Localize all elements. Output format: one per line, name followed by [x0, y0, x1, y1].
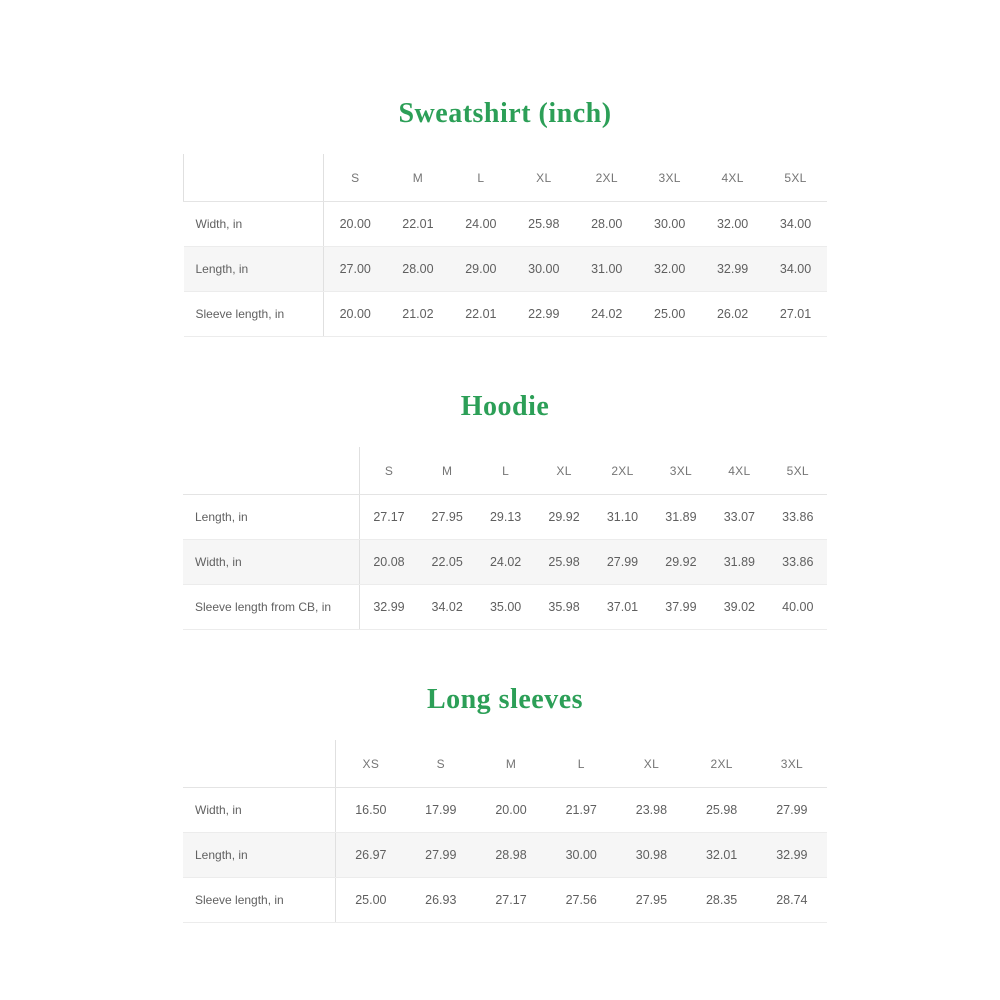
measurement-label: Width, in — [183, 788, 336, 833]
header-row — [183, 740, 827, 788]
measurement-value: 24.02 — [476, 540, 534, 585]
measurement-value: 25.98 — [535, 540, 593, 585]
measurement-value: 27.17 — [476, 878, 546, 923]
size-column-header: L — [546, 740, 616, 788]
table-row — [183, 833, 827, 878]
measurement-value: 31.89 — [710, 540, 768, 585]
measurement-value: 33.86 — [769, 540, 827, 585]
table-row — [183, 788, 827, 833]
measurement-value: 25.00 — [336, 878, 406, 923]
measurement-value: 31.00 — [575, 247, 638, 292]
size-column-header: S — [324, 154, 387, 202]
size-column-header: XL — [616, 740, 686, 788]
measurement-value: 32.99 — [757, 833, 827, 878]
size-column-header: M — [476, 740, 546, 788]
measurement-value: 30.00 — [512, 247, 575, 292]
measurement-value: 34.00 — [764, 247, 827, 292]
measurement-label: Sleeve length, in — [184, 292, 324, 337]
size-column-header: M — [386, 154, 449, 202]
table-row — [183, 540, 827, 585]
size-column-header: XS — [336, 740, 406, 788]
size-column-header: XL — [512, 154, 575, 202]
measurement-value: 16.50 — [336, 788, 406, 833]
measurement-value: 27.00 — [324, 247, 387, 292]
measurement-value: 20.00 — [324, 202, 387, 247]
measurement-value: 28.74 — [757, 878, 827, 923]
measurement-label: Sleeve length, in — [183, 878, 336, 923]
measurement-value: 26.93 — [406, 878, 476, 923]
measurement-value: 26.97 — [336, 833, 406, 878]
size-column-header: 5XL — [764, 154, 827, 202]
measurement-value: 35.98 — [535, 585, 593, 630]
measurement-value: 24.02 — [575, 292, 638, 337]
measurement-value: 28.00 — [575, 202, 638, 247]
size-guide-content — [183, 0, 827, 923]
measurement-value: 28.00 — [386, 247, 449, 292]
measurement-value: 37.01 — [593, 585, 651, 630]
measurement-value: 27.17 — [360, 495, 418, 540]
measurement-value: 32.00 — [701, 202, 764, 247]
size-table-header — [183, 740, 827, 788]
chart-title: Hoodie — [460, 391, 550, 422]
table-row — [183, 878, 827, 923]
measurement-value: 29.13 — [476, 495, 534, 540]
size-table-body — [184, 202, 828, 337]
measurement-label: Width, in — [184, 202, 324, 247]
measurement-label: Length, in — [183, 495, 360, 540]
measurement-value: 33.86 — [769, 495, 827, 540]
measurement-value: 25.98 — [512, 202, 575, 247]
measurement-value: 27.99 — [406, 833, 476, 878]
measurement-value: 20.00 — [476, 788, 546, 833]
size-column-header: M — [418, 447, 476, 495]
size-column-header: S — [360, 447, 418, 495]
size-table — [183, 154, 827, 337]
size-column-header: 3XL — [652, 447, 710, 495]
header-corner-cell — [183, 447, 360, 495]
header-row — [183, 447, 827, 495]
measurement-value: 29.00 — [449, 247, 512, 292]
table-row — [183, 495, 827, 540]
measurement-value: 34.00 — [764, 202, 827, 247]
measurement-value: 27.01 — [764, 292, 827, 337]
measurement-value: 32.00 — [638, 247, 701, 292]
size-column-header: L — [476, 447, 534, 495]
measurement-value: 21.97 — [546, 788, 616, 833]
size-column-header: L — [449, 154, 512, 202]
measurement-value: 39.02 — [710, 585, 768, 630]
measurement-value: 28.98 — [476, 833, 546, 878]
measurement-value: 37.99 — [652, 585, 710, 630]
measurement-value: 30.00 — [638, 202, 701, 247]
size-column-header: 2XL — [575, 154, 638, 202]
size-column-header: 4XL — [701, 154, 764, 202]
chart-title: Sweatshirt (inch) — [398, 98, 612, 129]
measurement-value: 32.01 — [687, 833, 757, 878]
measurement-label: Width, in — [183, 540, 360, 585]
measurement-value: 22.01 — [449, 292, 512, 337]
measurement-value: 27.56 — [546, 878, 616, 923]
measurement-value: 30.98 — [616, 833, 686, 878]
size-table — [183, 740, 827, 923]
size-column-header: 2XL — [593, 447, 651, 495]
measurement-value: 30.00 — [546, 833, 616, 878]
size-table-body — [183, 788, 827, 923]
size-chart-section — [183, 0, 827, 337]
measurement-value: 20.08 — [360, 540, 418, 585]
measurement-value: 28.35 — [687, 878, 757, 923]
size-column-header: 3XL — [638, 154, 701, 202]
size-table-header — [184, 154, 828, 202]
size-table-header — [183, 447, 827, 495]
size-column-header: 4XL — [710, 447, 768, 495]
measurement-label: Sleeve length from CB, in — [183, 585, 360, 630]
measurement-value: 27.95 — [418, 495, 476, 540]
header-corner-cell — [184, 154, 324, 202]
size-column-header: 5XL — [769, 447, 827, 495]
measurement-value: 31.89 — [652, 495, 710, 540]
measurement-value: 23.98 — [616, 788, 686, 833]
table-row — [184, 292, 828, 337]
size-table-body — [183, 495, 827, 630]
measurement-value: 40.00 — [769, 585, 827, 630]
size-chart-section — [183, 337, 827, 630]
measurement-value: 22.99 — [512, 292, 575, 337]
table-row — [184, 202, 828, 247]
measurement-value: 17.99 — [406, 788, 476, 833]
measurement-value: 25.00 — [638, 292, 701, 337]
size-column-header: 2XL — [687, 740, 757, 788]
chart-title: Long sleeves — [426, 684, 584, 715]
measurement-value: 22.05 — [418, 540, 476, 585]
size-column-header: 3XL — [757, 740, 827, 788]
measurement-value: 24.00 — [449, 202, 512, 247]
measurement-value: 27.95 — [616, 878, 686, 923]
size-chart-section — [183, 630, 827, 923]
measurement-value: 25.98 — [687, 788, 757, 833]
measurement-value: 21.02 — [386, 292, 449, 337]
measurement-label: Length, in — [183, 833, 336, 878]
measurement-value: 27.99 — [593, 540, 651, 585]
size-table — [183, 447, 827, 630]
measurement-value: 34.02 — [418, 585, 476, 630]
measurement-value: 29.92 — [535, 495, 593, 540]
measurement-value: 32.99 — [360, 585, 418, 630]
measurement-label: Length, in — [184, 247, 324, 292]
table-row — [183, 585, 827, 630]
table-row — [184, 247, 828, 292]
measurement-value: 26.02 — [701, 292, 764, 337]
measurement-value: 29.92 — [652, 540, 710, 585]
header-row — [184, 154, 828, 202]
header-corner-cell — [183, 740, 336, 788]
measurement-value: 35.00 — [476, 585, 534, 630]
measurement-value: 33.07 — [710, 495, 768, 540]
measurement-value: 27.99 — [757, 788, 827, 833]
size-column-header: XL — [535, 447, 593, 495]
measurement-value: 22.01 — [386, 202, 449, 247]
measurement-value: 31.10 — [593, 495, 651, 540]
measurement-value: 32.99 — [701, 247, 764, 292]
size-column-header: S — [406, 740, 476, 788]
measurement-value: 20.00 — [324, 292, 387, 337]
